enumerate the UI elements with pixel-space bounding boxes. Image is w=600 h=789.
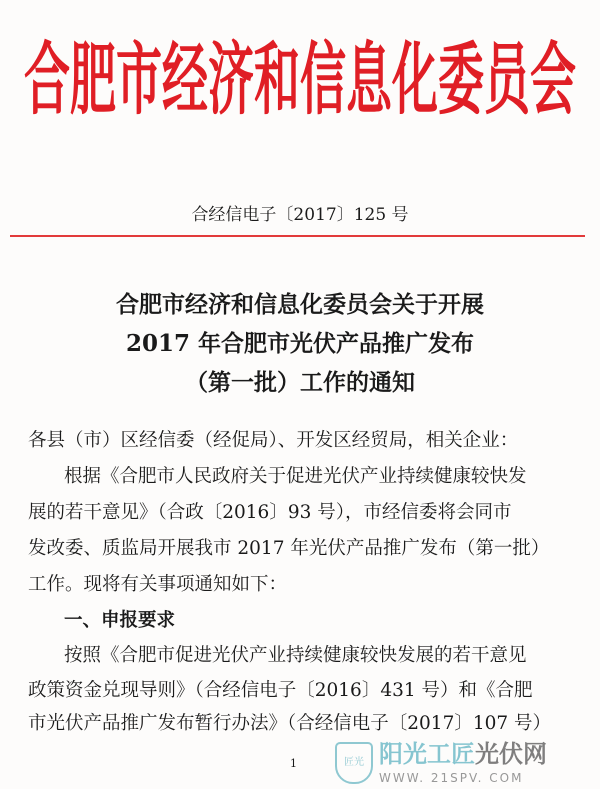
body-line: 工作。现将有关事项通知如下：	[28, 574, 288, 595]
watermark-name-dark: 光伏网	[475, 740, 547, 768]
notice-title-line-3: （第一批）工作的通知	[185, 369, 415, 396]
watermark-url: WWW. 21SPV. COM	[379, 771, 524, 785]
page-number: 1	[290, 757, 297, 770]
body-line: 发改委、质监局开展我市 2017 年光伏产品推广发布（第一批）	[28, 538, 550, 559]
red-divider	[10, 235, 585, 237]
notice-title-line-1: 合肥市经济和信息化委员会关于开展	[116, 291, 484, 318]
notice-title-line-2: 2017 年合肥市光伏产品推广发布	[125, 330, 475, 357]
shield-logo-icon: 匠光	[335, 742, 373, 784]
watermark	[335, 740, 585, 788]
body-line: 根据《合肥市人民政府关于促进光伏产业持续健康较快发	[64, 466, 527, 487]
watermark-name-colored: 阳光工匠	[379, 740, 475, 768]
body-line: 展的若干意见》（合政〔2016〕93 号），市经信委将会同市	[28, 502, 512, 523]
masthead-title: 合肥市经济和信息化委员会	[24, 33, 576, 126]
document-number: 合经信电子〔2017〕125 号	[191, 205, 409, 225]
salutation: 各县（市）区经信委（经促局）、开发区经贸局，相关企业：	[28, 430, 519, 451]
body-line: 政策资金兑现导则》（合经信电子〔2016〕431 号）和《合肥	[28, 680, 533, 701]
watermark-name	[379, 740, 547, 768]
body-line: 市光伏产品推广发布暂行办法》（合经信电子〔2017〕107 号）	[28, 713, 552, 734]
body-line: 按照《合肥市促进光伏产业持续健康较快发展的若干意见	[64, 645, 527, 666]
section-heading: 一、申报要求	[64, 610, 176, 631]
